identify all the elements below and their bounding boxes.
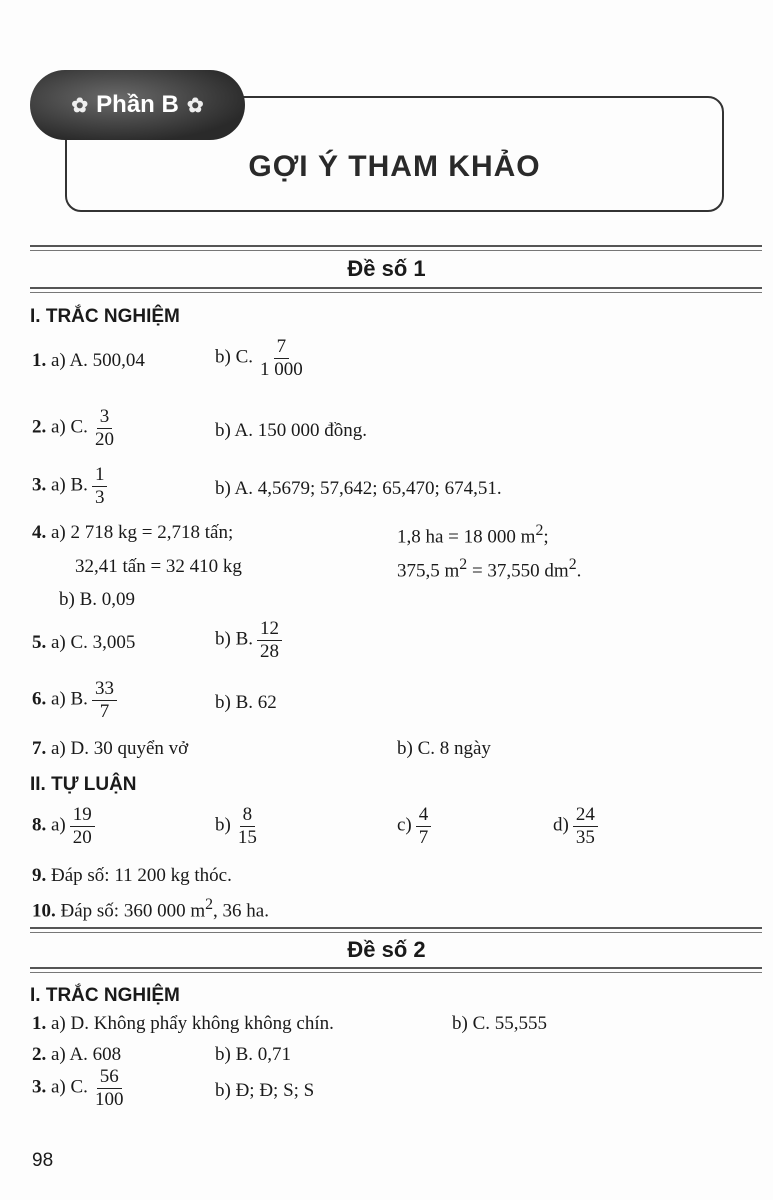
answer-8b bbox=[215, 804, 260, 849]
denominator: 7 bbox=[99, 700, 110, 722]
denominator: 20 bbox=[94, 428, 114, 450]
q-number: 5. bbox=[32, 632, 47, 653]
answer-a: a) D. Không phẩy không không chín. bbox=[51, 1013, 334, 1034]
superscript: 2 bbox=[568, 556, 577, 573]
part-label: Phần B bbox=[96, 91, 179, 118]
numerator: 33 bbox=[92, 678, 117, 701]
denominator: 28 bbox=[260, 640, 279, 662]
answer-2 bbox=[32, 406, 117, 451]
fraction bbox=[70, 804, 95, 849]
q-number: 2. bbox=[32, 1044, 47, 1065]
numerator: 8 bbox=[240, 804, 256, 827]
fraction bbox=[257, 336, 306, 381]
divider bbox=[30, 927, 762, 933]
denominator: 100 bbox=[94, 1088, 124, 1110]
answer-a: a) B. bbox=[51, 688, 88, 710]
text: 1,8 ha = 18 000 m bbox=[397, 526, 536, 548]
answer-b: b) C. 55,555 bbox=[452, 1013, 547, 1034]
answer-text: , 36 ha. bbox=[213, 900, 269, 922]
q-number: 7. bbox=[32, 738, 47, 759]
answer-b: b) C. bbox=[215, 346, 253, 368]
q-number: 8. bbox=[32, 814, 47, 836]
answer-a: a) B. bbox=[51, 474, 88, 496]
numerator: 4 bbox=[416, 804, 432, 827]
fraction bbox=[257, 618, 282, 663]
fraction bbox=[92, 464, 108, 509]
answer-5 bbox=[32, 632, 135, 654]
answer-a: a) C. 3,005 bbox=[51, 632, 136, 653]
answer-text: Đáp số: 360 000 m bbox=[60, 900, 206, 922]
section-heading: I. TRẮC NGHIỆM bbox=[30, 985, 180, 1006]
answer-b: b) bbox=[215, 814, 231, 836]
numerator: 7 bbox=[274, 336, 290, 359]
superscript: 2 bbox=[205, 896, 214, 913]
answer-c: c) bbox=[397, 814, 412, 836]
answer-b: b) Đ; Đ; S; S bbox=[215, 1080, 315, 1101]
denominator: 1 000 bbox=[260, 358, 303, 380]
part-badge bbox=[30, 70, 245, 140]
answer-6 bbox=[32, 678, 117, 723]
text: ; bbox=[543, 526, 549, 548]
q-number: 3. bbox=[32, 474, 47, 496]
q-number: 10. bbox=[32, 900, 56, 922]
divider bbox=[30, 967, 762, 973]
answer-3 bbox=[32, 1066, 126, 1111]
q-number: 1. bbox=[32, 350, 47, 371]
exam-1-title: Đề số 1 bbox=[347, 256, 426, 281]
divider bbox=[30, 245, 762, 251]
answer-8d bbox=[553, 804, 598, 849]
text: . bbox=[576, 560, 582, 582]
superscript: 2 bbox=[535, 522, 544, 539]
text: = 37,550 dm bbox=[467, 560, 569, 582]
answer-8c bbox=[397, 804, 431, 849]
answer-text: Đáp số: 11 200 kg thóc. bbox=[51, 865, 232, 886]
answer-4-right2 bbox=[397, 556, 581, 582]
answer-d: d) bbox=[553, 814, 569, 836]
denominator: 3 bbox=[94, 486, 105, 508]
answer-1 bbox=[32, 1013, 334, 1035]
numerator: 12 bbox=[257, 618, 282, 641]
fraction bbox=[92, 1066, 127, 1111]
q-number: 3. bbox=[32, 1076, 47, 1098]
q-number: 6. bbox=[32, 688, 47, 710]
answer-b: b) B. 0,09 bbox=[59, 589, 135, 610]
denominator: 20 bbox=[72, 826, 92, 848]
answer-a: a) bbox=[51, 814, 66, 836]
numerator: 1 bbox=[92, 464, 108, 487]
answer-b: b) A. 150 000 đồng. bbox=[215, 420, 367, 441]
answer-b: b) B. 0,71 bbox=[215, 1044, 291, 1065]
section-heading: I. TRẮC NGHIỆM bbox=[30, 306, 180, 327]
page-number: 98 bbox=[32, 1150, 54, 1171]
page-title: GỢI Ý THAM KHẢO bbox=[248, 150, 541, 183]
answer-9 bbox=[32, 865, 232, 887]
answer-b: b) B. 62 bbox=[215, 692, 277, 713]
answer-4 bbox=[32, 522, 233, 544]
denominator: 35 bbox=[575, 826, 595, 848]
answer-a: a) A. 500,04 bbox=[51, 350, 145, 371]
fraction bbox=[235, 804, 260, 849]
answer-b: b) C. 8 ngày bbox=[397, 738, 491, 759]
answer-a: a) C. bbox=[51, 416, 88, 438]
q-number: 1. bbox=[32, 1013, 47, 1034]
numerator: 19 bbox=[70, 804, 95, 827]
q-number: 9. bbox=[32, 865, 47, 886]
denominator: 15 bbox=[237, 826, 257, 848]
divider bbox=[30, 287, 762, 293]
answer-3 bbox=[32, 464, 107, 509]
superscript: 2 bbox=[459, 556, 468, 573]
answer-b: b) B. bbox=[215, 628, 253, 650]
q-number: 4. bbox=[32, 522, 47, 543]
answer-a: a) A. 608 bbox=[51, 1044, 122, 1065]
answer-b: b) A. 4,5679; 57,642; 65,470; 674,51. bbox=[215, 478, 502, 499]
numerator: 56 bbox=[97, 1066, 122, 1089]
answer-10 bbox=[32, 896, 269, 922]
answer-a-line2: 32,41 tấn = 32 410 kg bbox=[75, 556, 242, 577]
section-heading: II. TỰ LUẬN bbox=[30, 774, 137, 795]
flower-icon: ✿ bbox=[71, 94, 89, 117]
answer-5b bbox=[215, 618, 282, 663]
flower-icon: ✿ bbox=[186, 94, 204, 117]
answer-a: a) C. bbox=[51, 1076, 88, 1098]
numerator: 3 bbox=[97, 406, 113, 429]
denominator: 7 bbox=[418, 826, 429, 848]
answer-4-right1 bbox=[397, 522, 549, 548]
exam-2-title: Đề số 2 bbox=[347, 937, 426, 962]
answer-1 bbox=[32, 350, 145, 372]
answer-a: a) D. 30 quyển vở bbox=[51, 738, 189, 759]
numerator: 24 bbox=[573, 804, 598, 827]
fraction bbox=[92, 678, 117, 723]
answer-8 bbox=[32, 804, 95, 849]
fraction bbox=[573, 804, 598, 849]
fraction bbox=[416, 804, 432, 849]
answer-1b bbox=[215, 336, 306, 381]
fraction bbox=[92, 406, 117, 451]
answer-a-line1: a) 2 718 kg = 2,718 tấn; bbox=[51, 522, 234, 543]
text: 375,5 m bbox=[397, 560, 460, 582]
answer-2 bbox=[32, 1044, 121, 1066]
answer-7 bbox=[32, 738, 188, 760]
q-number: 2. bbox=[32, 416, 47, 438]
